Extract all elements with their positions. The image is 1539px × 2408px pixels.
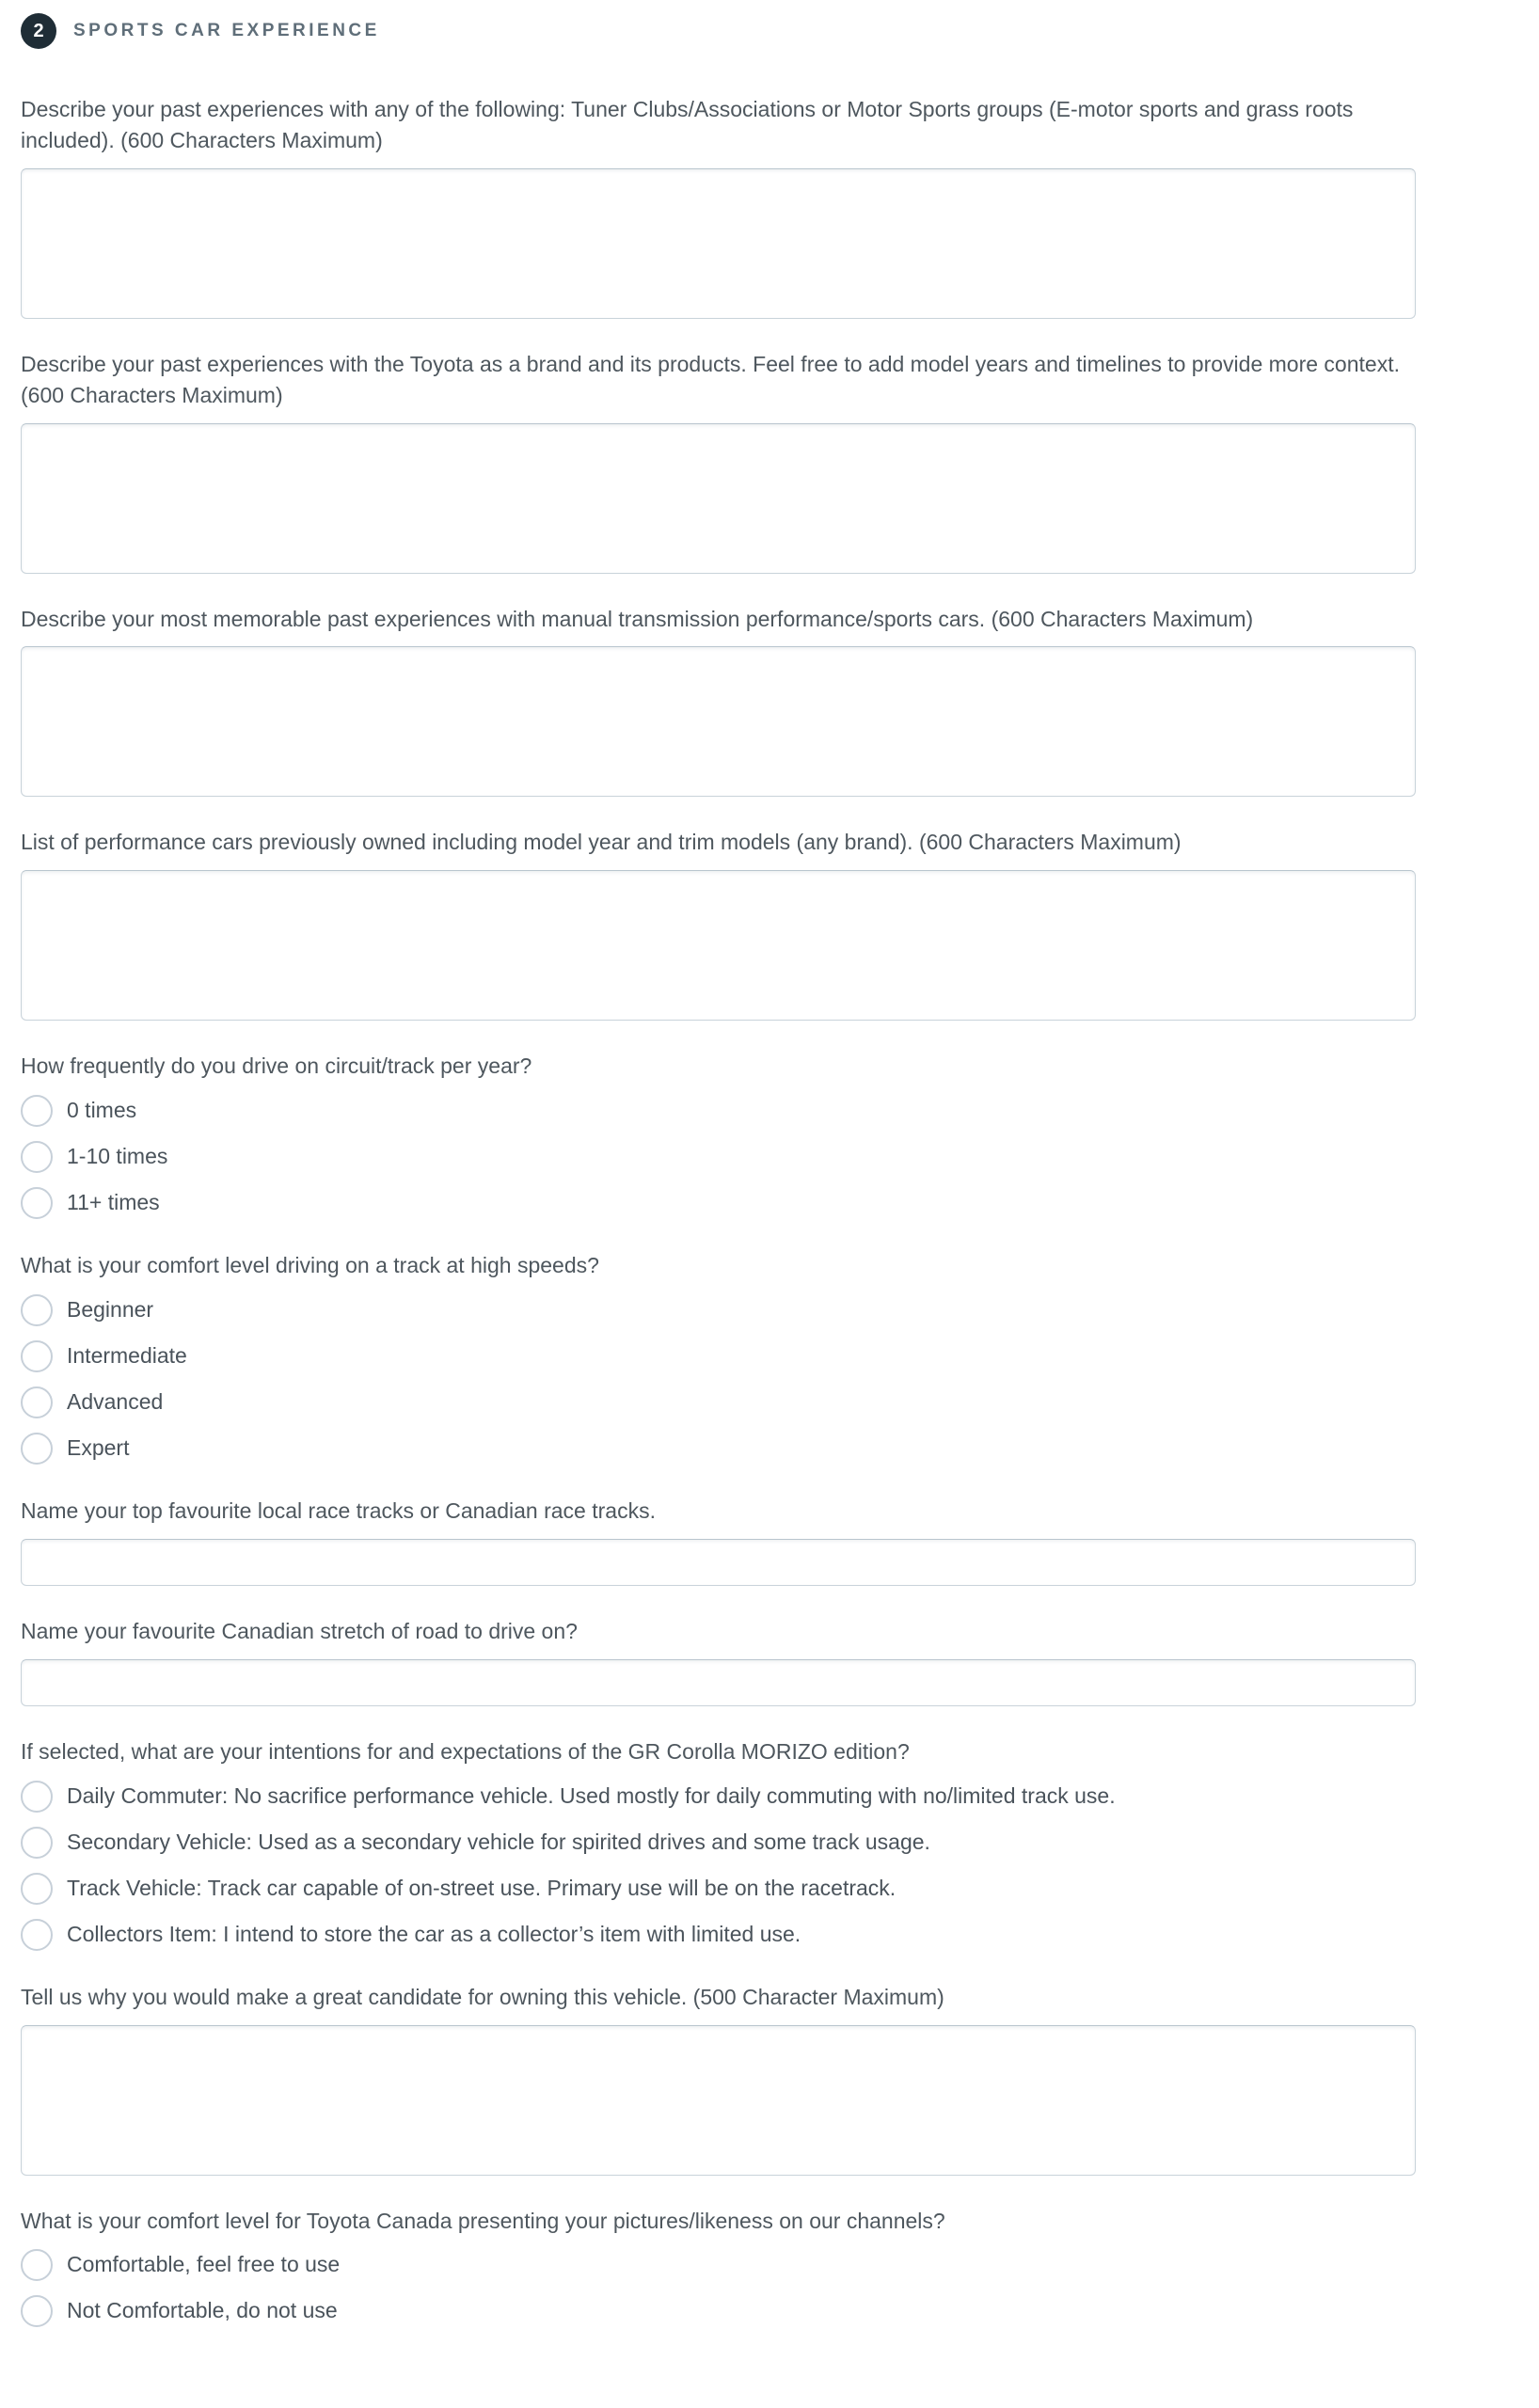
radio-option-intermediate[interactable]: [21, 1339, 1416, 1373]
radio-label: Comfortable, feel free to use: [67, 2252, 341, 2277]
great-candidate-textarea[interactable]: [21, 2025, 1416, 2176]
performance-cars-owned-textarea[interactable]: [21, 870, 1416, 1021]
question-tuner-clubs: [21, 94, 1416, 319]
radio-icon[interactable]: [21, 1919, 53, 1951]
section-header: [21, 13, 1518, 49]
radio-option-daily-commuter[interactable]: [21, 1780, 1416, 1814]
question-label: Describe your most memorable past experiences with manual transmission performance/sports cars. (600 Characters Maximum): [21, 606, 1254, 631]
radio-label: 0 times: [67, 1098, 137, 1123]
question-label: What is your comfort level driving on a track at high speeds?: [21, 1253, 599, 1278]
radio-icon[interactable]: [21, 1781, 53, 1813]
section-title: SPORTS CAR EXPERIENCE: [73, 21, 380, 40]
radio-icon[interactable]: [21, 1187, 53, 1219]
radio-icon[interactable]: [21, 1294, 53, 1326]
favourite-road-input[interactable]: [21, 1659, 1416, 1706]
question-label: List of performance cars previously owned including model year and trim models (any brand). (600 Characters Maximum): [21, 830, 1182, 855]
radio-icon[interactable]: [21, 2249, 53, 2281]
radio-option-comfortable[interactable]: [21, 2248, 1416, 2282]
radio-icon[interactable]: [21, 2295, 53, 2327]
question-label: Describe your past experiences with the Toyota as a brand and its products. Feel free to add model years and timelines to provide more context. (600 Characters Maximum): [21, 351, 1400, 407]
radio-option-0-times[interactable]: [21, 1094, 1416, 1128]
radio-option-11-plus-times[interactable]: [21, 1186, 1416, 1220]
radio-label: Expert: [67, 1435, 130, 1461]
radio-option-not-comfortable[interactable]: [21, 2294, 1416, 2328]
radio-label: Secondary Vehicle: Used as a secondary vehicle for spirited drives and some track usage.: [67, 1829, 930, 1854]
radio-icon[interactable]: [21, 1340, 53, 1372]
radio-icon[interactable]: [21, 1095, 53, 1127]
radio-icon[interactable]: [21, 1386, 53, 1418]
question-toyota-brand: [21, 349, 1416, 574]
radio-label: Daily Commuter: No sacrifice performance vehicle. Used mostly for daily commuting with no/limited track use.: [67, 1782, 1116, 1808]
radio-label: Track Vehicle: Track car capable of on-street use. Primary use will be on the racetrack.: [67, 1875, 896, 1900]
radio-label: Beginner: [67, 1297, 154, 1323]
question-label: Name your top favourite local race tracks or Canadian race tracks.: [21, 1498, 656, 1523]
radio-icon[interactable]: [21, 1433, 53, 1465]
question-likeness-consent: [21, 2206, 1416, 2329]
tuner-clubs-textarea[interactable]: [21, 168, 1416, 319]
question-label: Describe your past experiences with any of the following: Tuner Clubs/Associations or Motor Sports groups (E-motor sports and grass roots included). (600 Characters Maximum): [21, 97, 1354, 152]
radio-option-collectors-item[interactable]: [21, 1918, 1416, 1952]
radio-icon[interactable]: [21, 1827, 53, 1859]
radio-label: Advanced: [67, 1389, 164, 1415]
radio-option-secondary-vehicle[interactable]: [21, 1826, 1416, 1860]
section-number-badge: 2: [21, 13, 56, 49]
radio-icon[interactable]: [21, 1141, 53, 1173]
radio-icon[interactable]: [21, 1873, 53, 1905]
radio-option-1-10-times[interactable]: [21, 1140, 1416, 1174]
question-label: Name your favourite Canadian stretch of road to drive on?: [21, 1618, 578, 1643]
radio-label: Not Comfortable, do not use: [67, 2298, 338, 2323]
radio-label: Collectors Item: I intend to store the car as a collector’s item with limited use.: [67, 1921, 801, 1946]
question-label: If selected, what are your intentions for and expectations of the GR Corolla MORIZO edition?: [21, 1738, 910, 1764]
radio-option-beginner[interactable]: [21, 1293, 1416, 1327]
question-favourite-race-tracks: [21, 1496, 1416, 1586]
question-favourite-road: [21, 1616, 1416, 1706]
question-label: What is your comfort level for Toyota Canada presenting your pictures/likeness on our channels?: [21, 2208, 945, 2233]
radio-label: 1-10 times: [67, 1144, 168, 1169]
radio-option-advanced[interactable]: [21, 1386, 1416, 1419]
question-great-candidate: [21, 1982, 1416, 2176]
radio-label: 11+ times: [67, 1190, 160, 1215]
question-label: How frequently do you drive on circuit/track per year?: [21, 1054, 532, 1079]
radio-option-expert[interactable]: [21, 1432, 1416, 1465]
question-track-comfort-level: [21, 1250, 1416, 1465]
question-performance-cars-owned: [21, 827, 1416, 1021]
question-morizo-intentions: [21, 1736, 1416, 1952]
toyota-brand-textarea[interactable]: [21, 423, 1416, 574]
manual-transmission-textarea[interactable]: [21, 646, 1416, 797]
question-manual-transmission: [21, 604, 1416, 798]
radio-label: Intermediate: [67, 1343, 187, 1369]
radio-option-track-vehicle[interactable]: [21, 1872, 1416, 1906]
question-track-frequency: [21, 1051, 1416, 1220]
favourite-race-tracks-input[interactable]: [21, 1539, 1416, 1586]
question-label: Tell us why you would make a great candidate for owning this vehicle. (500 Character Maximum): [21, 1984, 944, 2009]
